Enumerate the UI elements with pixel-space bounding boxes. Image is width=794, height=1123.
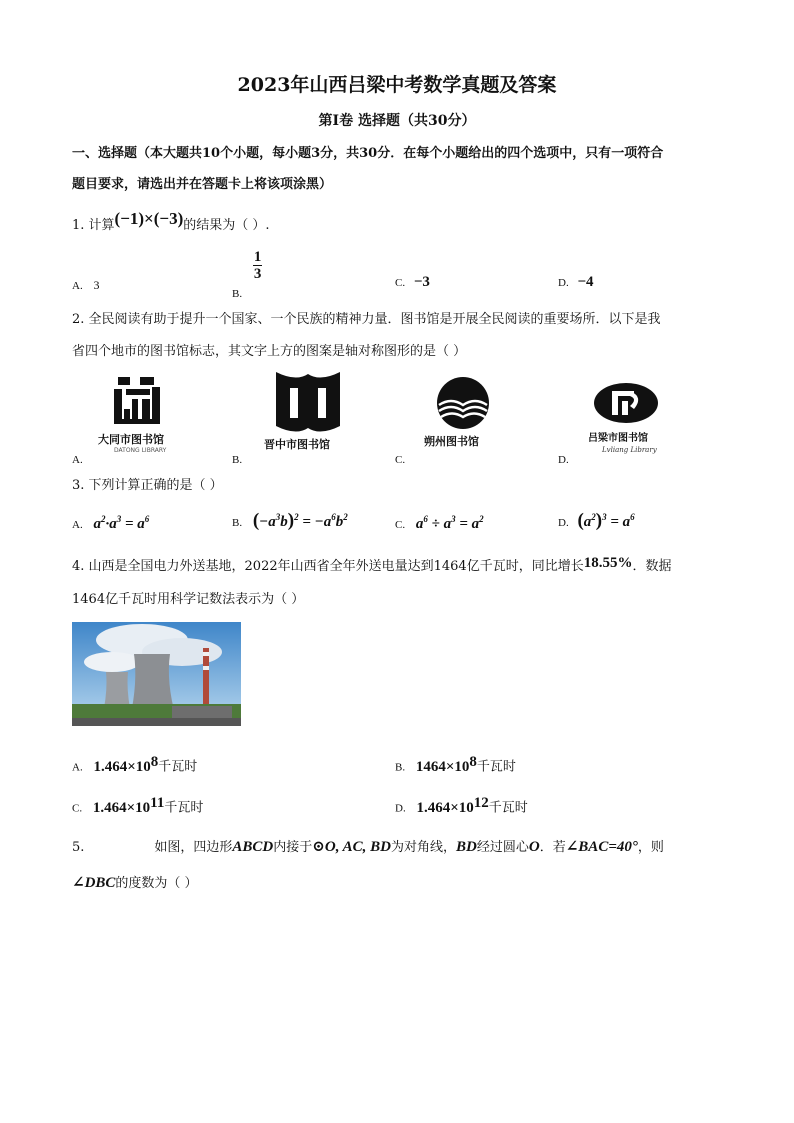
- q5-text-part: 经过圆心: [476, 840, 529, 855]
- svg-text:晋中市图书馆: 晋中市图书馆: [264, 438, 330, 451]
- q1-option-d[interactable]: [558, 274, 594, 291]
- q2-text-line2: 省四个地市的图书馆标志，其文字上方的图案是轴对称图形的是（ ）: [72, 344, 467, 359]
- option-label: A.: [72, 280, 83, 292]
- option-label: A.: [72, 761, 83, 774]
- q1-option-a[interactable]: [72, 278, 99, 293]
- option-base: 1464×10: [415, 758, 470, 775]
- library-logo-c-icon: [420, 373, 506, 455]
- svg-text:Lvliang Library: Lvliang Library: [602, 446, 657, 454]
- option-exponent: 8: [150, 754, 159, 770]
- option-label: C.: [395, 277, 406, 289]
- q5-math: BD: [456, 839, 477, 855]
- option-label: B.: [232, 517, 243, 529]
- q5-text-part: ．若: [539, 840, 566, 855]
- q1-option-c[interactable]: [395, 274, 430, 291]
- option-base: 1.464×10: [416, 799, 474, 816]
- question-1: [72, 209, 270, 234]
- option-label: D.: [558, 517, 569, 529]
- fraction-one-third: [253, 250, 263, 282]
- svg-text:朔州图书馆: 朔州图书馆: [424, 435, 479, 448]
- q5-text-part: ，则: [637, 840, 664, 855]
- q1-option-b[interactable]: [232, 249, 262, 300]
- q3-option-c[interactable]: [395, 514, 484, 533]
- q5-math: ∠BAC=40°: [565, 839, 638, 855]
- option-base: 1.464×10: [93, 758, 151, 775]
- q3-option-a-expression: $a^2\cdot a^3 = a^6$: [93, 514, 150, 532]
- fraction-denominator: 3: [253, 266, 262, 282]
- option-exponent: 8: [469, 754, 477, 770]
- option-value: 3: [93, 278, 100, 292]
- q4-option-d[interactable]: [395, 795, 528, 817]
- q5-text-part: 的度数为（ ）: [115, 876, 198, 891]
- q4-text-line2: 1464亿千瓦时用科学记数法表示为（ ）: [72, 592, 305, 607]
- option-label: D.: [395, 802, 406, 815]
- q3-option-c-expression: $a^6 \div a^3 = a^2$: [415, 514, 484, 532]
- q3-option-d[interactable]: [558, 510, 635, 532]
- power-plant-photo: [72, 622, 241, 726]
- page-title: 2023年山西吕梁中考数学真题及答案: [237, 74, 557, 96]
- fraction-numerator: 1: [253, 249, 262, 265]
- svg-text:吕梁市图书馆: 吕梁市图书馆: [588, 433, 648, 444]
- section-instructions-line1: 一、选择题（本大题共10个小题，每小题3分，共30分．在每个小题给出的四个选项中，只有一项符合: [72, 146, 664, 161]
- q1-suffix: 的结果为（ ）.: [183, 218, 270, 233]
- option-value: −3: [413, 274, 430, 290]
- svg-text:大同市图书馆: 大同市图书馆: [98, 433, 164, 446]
- q4-text-part: ．数据: [632, 559, 672, 574]
- q5-text-line1: [72, 836, 664, 856]
- option-label: C.: [395, 519, 406, 531]
- q5-math: ⊙O, AC, BD: [312, 839, 391, 855]
- q2-option-a[interactable]: A.: [72, 454, 83, 466]
- q2-text-line1: 2. 全民阅读有助于提升一个国家、一个民族的精神力量．图书馆是开展全民阅读的重要场所．以下是我: [72, 312, 661, 327]
- option-unit: 千瓦时: [476, 759, 516, 775]
- option-label: D.: [558, 277, 569, 289]
- option-base: 1.464×10: [92, 799, 151, 816]
- q5-math: ABCD: [232, 839, 274, 855]
- q4-percentage: 18.55%: [583, 555, 633, 571]
- option-exponent: 12: [473, 795, 489, 811]
- q5-text-part: 为对角线，: [391, 840, 457, 855]
- library-logo-b-icon: [262, 368, 354, 454]
- q5-math: O: [528, 839, 540, 855]
- q2-option-b[interactable]: B.: [232, 454, 243, 466]
- q4-option-c[interactable]: [72, 795, 203, 817]
- q5-text-part: 如图，四边形: [154, 840, 233, 855]
- q3-option-d-expression: $(a^2)^3 = a^6$: [577, 510, 635, 531]
- q2-option-c[interactable]: C.: [395, 454, 406, 466]
- q2-option-d[interactable]: D.: [558, 454, 569, 466]
- option-label: C.: [72, 802, 83, 815]
- q5-number: 5.: [72, 840, 85, 855]
- option-unit: 千瓦时: [488, 800, 528, 816]
- q5-text-part: 内接于: [273, 840, 313, 855]
- section-subtitle: 第Ⅰ卷 选择题（共30分）: [318, 113, 476, 129]
- section-instructions-line2: 题目要求，请选出并在答题卡上将该项涂黑）: [72, 177, 333, 192]
- option-unit: 千瓦时: [164, 800, 204, 816]
- option-label: B.: [395, 761, 406, 774]
- q5-math: ∠DBC: [72, 875, 116, 891]
- option-value: −4: [577, 274, 594, 290]
- q5-text-line2: [72, 872, 198, 892]
- svg-text:DATONG LIBRARY: DATONG LIBRARY: [114, 447, 167, 453]
- q3-option-b-expression: $(-a^3b)^2 = -a^6b^2$: [252, 510, 348, 531]
- option-exponent: 11: [150, 795, 165, 811]
- q3-option-b[interactable]: [232, 510, 348, 532]
- q1-expression: (−1)×(−3): [114, 209, 184, 228]
- q3-option-a[interactable]: [72, 514, 149, 533]
- q3-text: 3. 下列计算正确的是（ ）: [72, 478, 223, 493]
- q4-text-part: 4. 山西是全国电力外送基地，2022年山西省全年外送电量达到1464亿千瓦时，同比增长: [72, 559, 584, 574]
- q4-option-a[interactable]: [72, 754, 197, 776]
- option-unit: 千瓦时: [158, 759, 198, 775]
- library-logo-a-icon: [96, 373, 180, 453]
- option-label: A.: [72, 519, 83, 531]
- q4-text-line1: [72, 555, 671, 575]
- q1-prefix: 1. 计算: [72, 218, 115, 233]
- option-label: B.: [232, 287, 243, 300]
- library-logo-d-icon: [586, 379, 666, 455]
- q4-option-b[interactable]: [395, 754, 516, 776]
